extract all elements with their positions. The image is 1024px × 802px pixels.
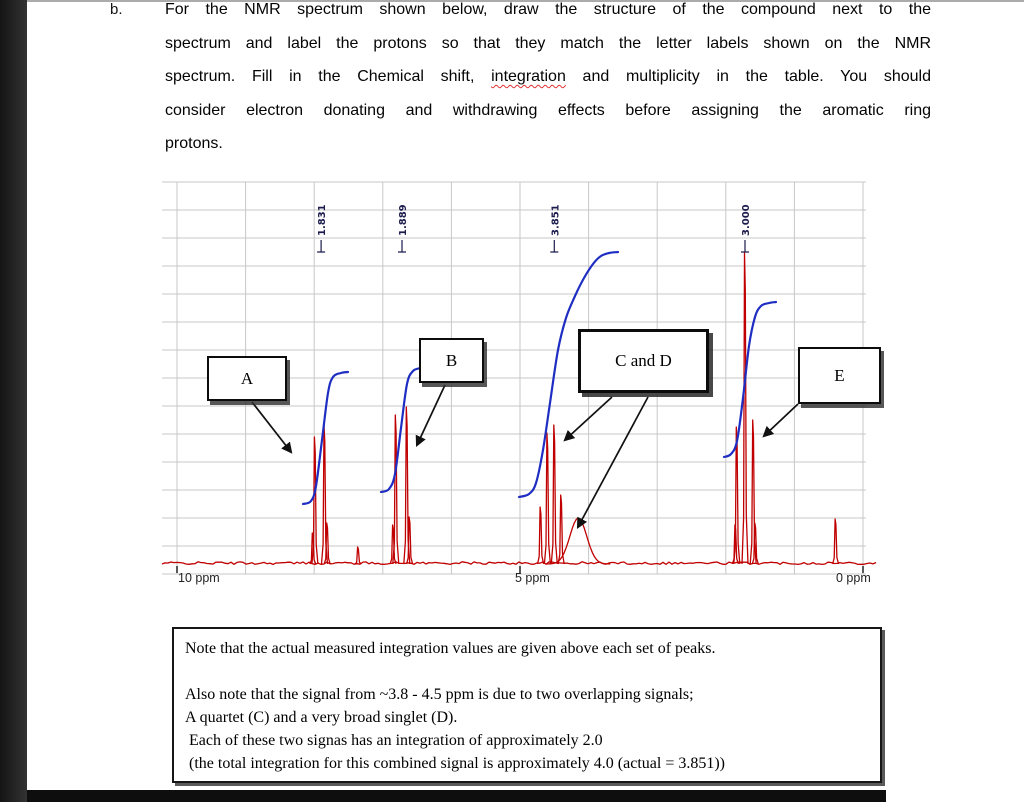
x-axis-tick-label: 10 ppm [178,571,220,585]
scan-edge-left [0,0,27,802]
note-line-1: Note that the actual measured integration values are given above each set of peaks. [185,640,716,657]
x-axis-tick-label: 5 ppm [515,571,550,585]
peak-callout-box-e [798,347,881,404]
peak-label-b: B [445,350,458,370]
question-line-5: protons. [165,135,223,152]
note-line-4: A quartet (C) and a very broad singlet (D). [185,709,458,726]
callout-arrow [417,385,445,445]
integration-value: 3.000 [741,204,752,236]
scan-edge-bottom [27,790,886,802]
question-line-3-post: and multiplicity in the table. You should [565,68,931,85]
note-line-6: (the total integration for this combined signal is approximately 4.0 (actual = 3.851)) [185,755,725,772]
note-line-2 [185,660,869,683]
question-line-3 [165,60,931,94]
question-line-2: spectrum and label the protons so that they match the letter labels shown on the NMR [165,34,931,52]
question-line-3-pre: spectrum. Fill in the Chemical shift, [165,68,492,85]
x-axis-tick-label: 0 ppm [836,571,871,585]
note-line-3: Also note that the signal from ~3.8 - 4.5 ppm is due to two overlapping signals; [185,686,694,703]
note-line-5: Each of these two signas has an integration of approximately 2.0 [185,732,603,749]
question-line-4: consider electron donating and withdrawing effects before assigning the aromatic ring [165,101,931,119]
question-line-1: For the NMR spectrum shown below, draw the structure of the compound next to the [165,1,931,18]
integration-value: 3.851 [550,204,562,236]
integration-value: 1.831 [317,204,329,236]
note-box [172,627,882,783]
x-axis [177,566,871,585]
peak-callout-box-b [419,338,484,383]
callout-arrow [764,404,798,436]
peak-callout-box-cd [578,329,709,393]
callout-arrow [252,402,291,452]
peak-label-cd: C and D [615,351,672,370]
integration-value: 1.889 [398,204,409,236]
question-text [165,0,931,161]
peak-label-a: A [240,368,254,388]
peak-callout-box-a [207,356,287,401]
question-item-label: b. [110,1,123,18]
spellcheck-underlined-word: integration [491,68,566,85]
peak-label-e: E [834,365,845,385]
